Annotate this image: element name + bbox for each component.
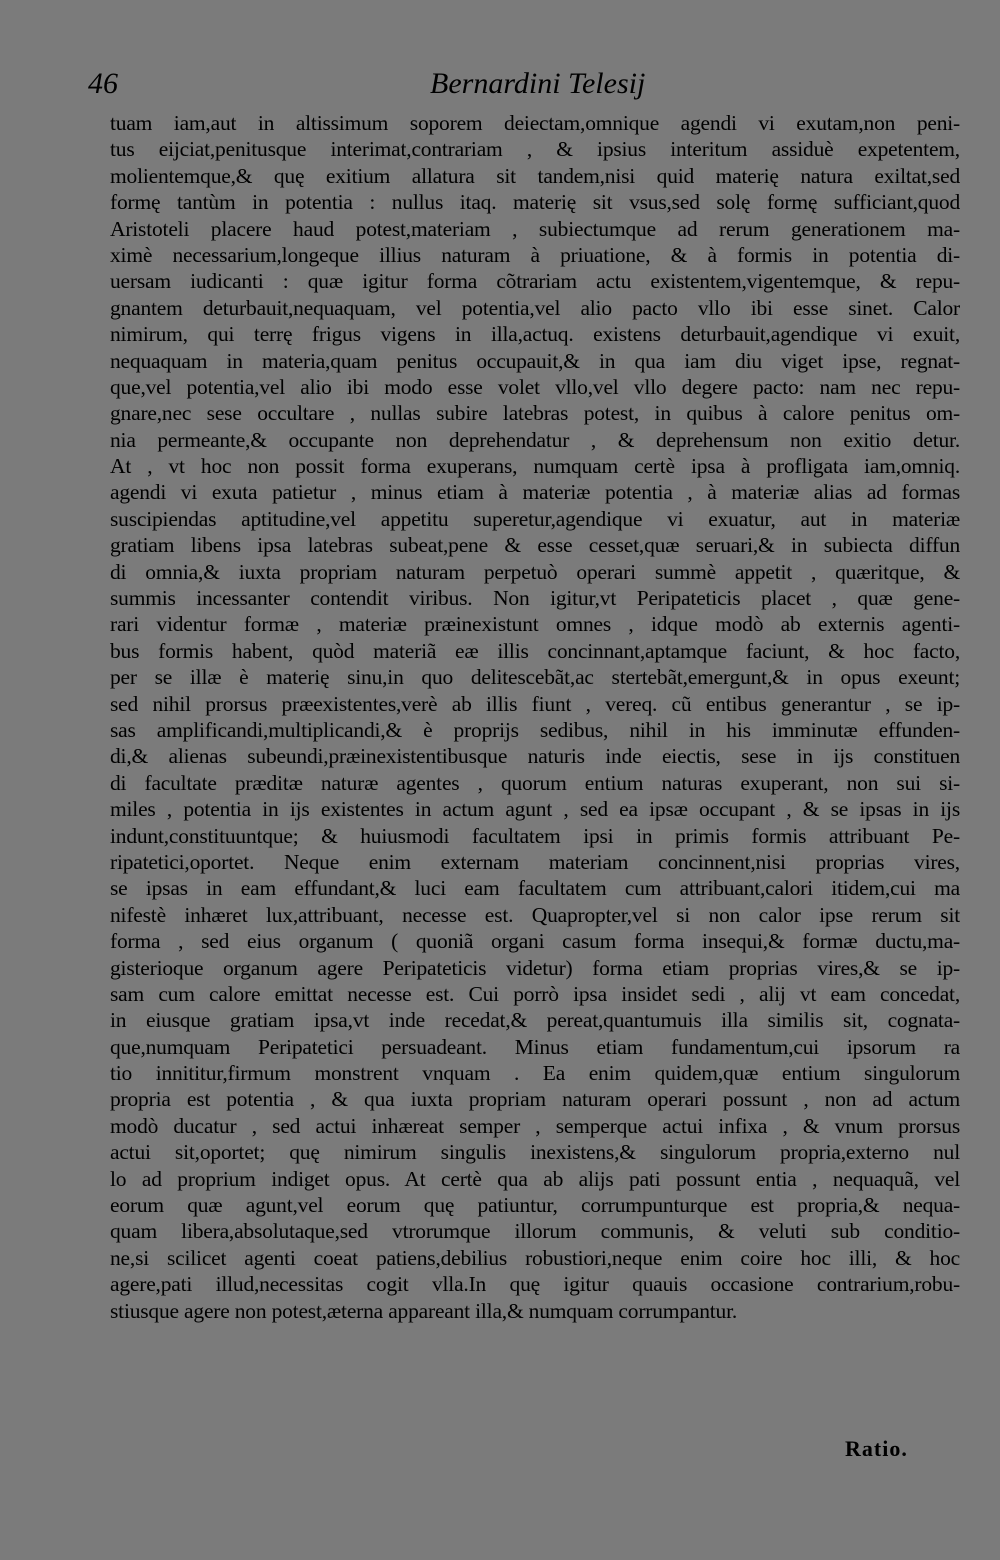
text-line: molientemque,& quę exitium allatura sit tandem,nisi quid materię natura exiltat,sed bbox=[110, 163, 960, 188]
text-line: agendi vi exuta patietur , minus etiam à materiæ potentia , à materiæ alias ad formas bbox=[110, 480, 960, 505]
text-line: nia permeante,& occupante non deprehendatur , & deprehensum non exitio detur. bbox=[110, 427, 960, 452]
text-line: sed nihil prorsus præexistentes,verè ab illis fiunt , vereq. cũ entibus generantur , se ip- bbox=[110, 691, 960, 716]
text-line: miles , potentia in ijs existentes in actum agunt , sed ea ipsæ occupant , & se ipsas in ijs bbox=[110, 797, 960, 822]
page-number: 46 bbox=[88, 67, 118, 100]
text-line: propria est potentia , & qua iuxta propriam naturam operari possunt , non ad actum bbox=[110, 1087, 960, 1112]
text-line: tio innititur,firmum monstrent vnquam . Ea enim quidem,quæ entium singulorum bbox=[110, 1061, 960, 1086]
text-line: di omnia,& iuxta propriam naturam perpetuò operari summè appetit , quæritque, & bbox=[110, 559, 960, 584]
text-line: stiusque agere non potest,æterna appareant illa,& numquam corrumpantur. bbox=[110, 1298, 738, 1323]
text-line: nimirum, qui terrę frigus vigens in illa,actuq. existens deturbauit,agendique vi exuit, bbox=[110, 322, 960, 347]
text-line: At , vt hoc non possit forma exuperans, numquam certè ipsa à profligata iam,omniq. bbox=[110, 454, 960, 479]
text-line: sas amplificandi,multiplicandi,& è proprijs sedibus, nihil in his imminutæ effunden- bbox=[110, 717, 960, 742]
running-head: Bernardini Telesij bbox=[430, 67, 646, 100]
text-line: di facultate præditæ naturæ agentes , quorum entium naturas exuperant, non sui si- bbox=[110, 770, 960, 795]
text-line: que,vel potentia,vel alio ibi modo esse volet vllo,vel vllo degere pacto: nam nec repu- bbox=[110, 374, 960, 399]
page-header bbox=[88, 62, 916, 106]
catchword: Ratio. bbox=[845, 1436, 908, 1461]
text-line: gnare,nec sese occultare , nullas subire latebras potest, in quibus à calore penitus om- bbox=[110, 401, 960, 426]
text-line: tus eijciat,penitusque interimat,contrariam , & ipsius interitum assiduè expetentem, bbox=[110, 137, 960, 162]
text-line: gnantem deturbauit,nequaquam, vel potentia,vel alio pacto vllo ibi esse sinet. Calor bbox=[110, 295, 960, 320]
text-line: bus formis habent, quòd materiã eæ illis concinnant,aptamque faciunt, & hoc facto, bbox=[110, 638, 960, 663]
text-line: gisterioque organum agere Peripateticis videtur) forma etiam proprias vires,& se ip- bbox=[110, 955, 960, 980]
text-line: sam cum calore emittat necesse est. Cui porrò ipsa insidet sedi , alij vt eam concedat, bbox=[110, 981, 960, 1006]
text-line: ripatetici,oportet. Neque enim externam materiam concinnent,nisi proprias vires, bbox=[110, 849, 960, 874]
text-line: summis incessanter contendit viribus. Non igitur,vt Peripateticis placet , quæ gene- bbox=[110, 586, 960, 611]
text-line: lo ad proprium indiget opus. At certè qua ab alijs pati possunt entia , nequaquã, vel bbox=[110, 1166, 960, 1191]
text-line: ne,si scilicet agenti coeat patiens,debilius robustiori,neque enim coire hoc illi, & hoc bbox=[110, 1245, 960, 1270]
text-line: tuam iam,aut in altissimum soporem deiectam,omnique agendi vi exutam,non peni- bbox=[110, 111, 960, 135]
text-line: modò ducatur , sed actui inhæreat semper , semperque actui infixa , & vnum prorsus bbox=[110, 1113, 960, 1138]
text-line: nequaquam in materia,quam penitus occupauit,& in qua iam diu viget ipse, regnat- bbox=[110, 348, 960, 373]
text-line: di,& alienas subeundi,præinexistentibusque naturis inde eiectis, sese in ijs constituen bbox=[110, 744, 960, 769]
text-line: gratiam libens ipsa latebras subeat,pene & esse cesset,quæ seruari,& in subiecta diffun bbox=[110, 533, 960, 558]
text-line: per se illæ è materię sinu,in quo delitescebãt,ac stertebãt,emergunt,& in opus exeunt; bbox=[110, 665, 960, 690]
text-line: se ipsas in eam effundant,& luci eam facultatem cum attribuant,calori itidem,cui ma bbox=[110, 876, 960, 901]
body-text bbox=[110, 110, 960, 1324]
text-line: in eiusque gratiam ipsa,vt inde recedat,& pereat,quantumuis illa similis sit, cognata- bbox=[110, 1008, 960, 1033]
text-line: actui sit,oportet; quę nimirum singulis inexistens,& singulorum propria,externo nul bbox=[110, 1140, 960, 1165]
text-line: indunt,constituuntque; & huiusmodi facultatem ipsi in primis formis attribuant Pe- bbox=[110, 823, 960, 848]
text-line: uersam iudicanti : quæ igitur forma cõtrariam actu existentem,vigentemque, & repu- bbox=[110, 269, 960, 294]
text-line: agere,pati illud,necessitas cogit vlla.In quę igitur quauis occasione contrarium,robu- bbox=[110, 1272, 960, 1297]
text-line: suscipiendas aptitudine,vel appetitu superetur,agendique vi exuatur, aut in materiæ bbox=[110, 506, 960, 531]
text-line: ximè necessarium,longeque illius naturam à priuatione, & à formis in potentia di- bbox=[110, 242, 960, 267]
text-line: eorum quæ agunt,vel eorum quę patiuntur, corrumpunturque est propria,& nequa- bbox=[110, 1193, 960, 1218]
text-line: nifestè inhæret lux,attribuant, necesse est. Quapropter,vel si non calor ipse rerum sit bbox=[110, 902, 960, 927]
text-line: que,numquam Peripatetici persuadeant. Minus etiam fundamentum,cui ipsorum ra bbox=[110, 1034, 960, 1059]
text-line: rari videntur formæ , materiæ præinexistunt omnes , idque modò ab externis agenti- bbox=[110, 612, 960, 637]
text-line: formę tantùm in potentia : nullus itaq. materię sit vsus,sed solę formę sufficiant,quod bbox=[110, 190, 960, 215]
text-line: Aristoteli placere haud potest,materiam , subiectumque ad rerum generationem ma- bbox=[110, 216, 960, 241]
text-line: quam libera,absolutaque,sed vtrorumque illorum communis, & veluti sub conditio- bbox=[110, 1219, 960, 1244]
text-line: forma , sed eius organum ( quoniã organi casum forma insequi,& formæ ductu,ma- bbox=[110, 929, 960, 954]
